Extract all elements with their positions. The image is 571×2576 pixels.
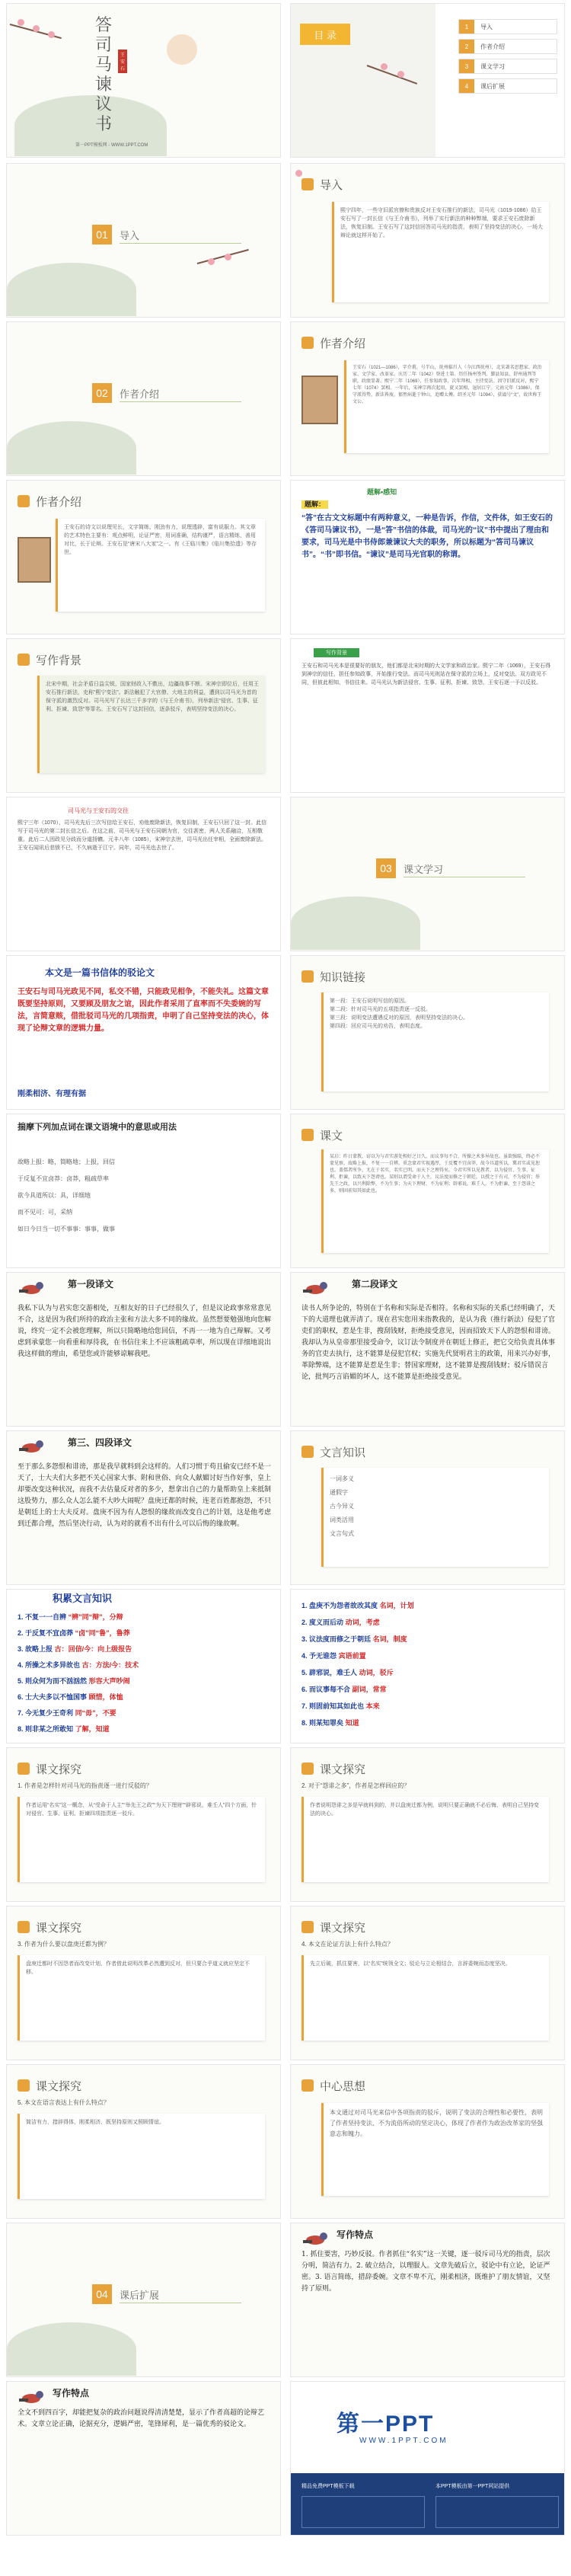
knowledge-item: 一词多义: [330, 1475, 354, 1482]
footer-brand-slide: [290, 2381, 565, 2536]
toc-item-label: 课文学习: [480, 62, 505, 70]
cover-footer: 第一PPT模板网 - WWW.1PPT.COM: [75, 143, 148, 148]
author-portrait: [301, 376, 338, 424]
section-title: 作者介绍: [120, 388, 160, 400]
content-card: 本文通过对司马光来信中各项指责的驳斥，说明了变法的合理性和必要性，表明了作者坚持变法、不为流俗所动的坚定决心，体现了作者作为政治改革家的坚强意志和魄力。: [321, 2103, 549, 2196]
bird-decoration: [303, 1280, 330, 1297]
toc-item-label: 导入: [480, 23, 493, 30]
mountain-decoration: [7, 2322, 136, 2376]
content-card: 王安石（1021—1086），字介甫，号半山，抚州临川人（今江西抚州），北宋著名思想家、政治家、文学家、改革家。庆历二年（1042）登进士第。历任扬州签判、鄞县知县、舒州通判等职，政绩显著。熙宁二年（1069），任参知政事，次年拜相，主持变法。因守旧派反对，熙宁七年（1074）罢相。一年后，宋神宗再次起用，旋又罢相，退居江宁。元祐元年（1086），保守派得势，新法皆废，郁然病逝于钟山，追赠太傅。绍圣元年（1094），获谥号“文”，故世称王文公。: [344, 360, 549, 453]
toc-item-num: 2: [459, 40, 474, 53]
explore-question: 4. 本文在论证方法上有什么特点？: [301, 1941, 394, 1948]
toc-item-author[interactable]: [458, 39, 557, 54]
section-title: 课后扩展: [120, 2290, 160, 2301]
vocab-row: 1. 不复一一自辨 “辨”同“辩”，分辩: [18, 1613, 123, 1621]
content-card: [321, 1468, 549, 1567]
toc-item-num: 1: [459, 20, 474, 34]
section-title: 导入: [120, 230, 140, 241]
slide-title: 课文探究: [36, 1921, 82, 1935]
vocab-row: 7. 则固前知其如此也 本来: [301, 1702, 380, 1710]
word-study-item: 欲今具道所以：具，详细地: [18, 1192, 91, 1199]
knowledge-item: 词类活用: [330, 1517, 354, 1523]
background-detail-slide: [290, 638, 565, 793]
knowledge-item: 通假字: [330, 1489, 348, 1496]
explore-slide-3: [6, 1906, 281, 2060]
word-study-item: 如日今日当一切不事事：事事，做事: [18, 1226, 115, 1232]
section-number: 04: [92, 2284, 112, 2304]
section-underline: [120, 243, 241, 244]
cover-title-char: 议: [95, 95, 113, 114]
slide-header: [18, 1917, 81, 1937]
content-card: 熙宁四年，一些守旧派官僚和贵族反对王安石推行的新法，司马光（1019-1086）给王安石写了一封长信《与王介甫书》，列举了实行新法的种种弊端，要求王安石废除新法，恢复旧制。王安石写了这封信回答司马光的指责，表明了坚持变法的决心，一场大辩论就这样开始了。: [332, 202, 549, 302]
intro-slide: [290, 163, 565, 318]
vocab-row: 8. 则某知罪矣 知道: [301, 1719, 359, 1727]
header-icon: [301, 1763, 314, 1775]
section-01-slide: [6, 163, 281, 318]
section-number: 03: [376, 858, 396, 878]
slide-header: [301, 1442, 365, 1462]
slide-title: 知识链接: [320, 970, 366, 984]
translation-text: 至于那么多怨恨和诽谤，那是我早就料到会这样的。人们习惯于苟且偷安已经不是一天了，士大夫们大多把不关心国家大事、附和世俗、向众人献媚讨好当作好事，皇上却要改变这种状况，而我不去估量反对者的多少，想拿出自己的力量帮助皇上来抵制这股势力，那么众人怎么能不大吵大闹呢？盘庚迁都的时候，连老百姓都抱怨，不只是朝廷上的士大夫反对。盘庚不因为有人怨恨的缘故而改变自己的计划，这是他考虑到迁都合理，然后坚决行动，认为对的就看不出有什么可以后悔的缘故啊。: [18, 1463, 272, 1528]
knowledge-item: 第四段：回应司马光的劝告，表明态度。: [330, 1024, 426, 1029]
footer-right-caption: 本PPT模板由第一PPT网站提供: [435, 2484, 510, 2489]
section-number: 01: [92, 225, 112, 244]
vocab-row: 3. 议法度而修之于朝廷 名词，制度: [301, 1635, 407, 1643]
vocab-row: 5. 辟邪说，难壬人 动词，驳斥: [301, 1669, 394, 1676]
vocab-title: 积累文言知识: [53, 1593, 113, 1604]
knowledge-item: 第二段：针对司马光的五项指责逐一反驳。: [330, 1007, 431, 1012]
header-icon: [301, 1129, 314, 1141]
explanation-text: “答”在古文文标题中有两种意义，一种是告诉，作信，文件体，如王安石的《答司马谏议书》，一是“答”书信的体裁，司马光的“议”书中提出了理由和要求，司马光是中书侍郎兼谏议大夫的职务，所以标题为“答司马谏议书”。“书”即书信。“谏议”是司马光官职的称谓。: [301, 514, 553, 559]
friendship-slide: [6, 797, 281, 951]
slide-title: 课文: [320, 1129, 343, 1143]
slide-header: [301, 174, 343, 194]
translation-title: 第一段译文: [68, 1279, 114, 1290]
section-04-slide: [6, 2223, 281, 2377]
writing-feature-slide: [290, 2223, 565, 2377]
friendship-text: 熙宁三年（1070），司马光先后三次写信给王安石，劝他废除新法，恢复旧制，王安石只回了这一封。此信写于司马光的第二封长信之后。在这之前，司马光与王安石同朝为官，交往甚密，两人关系融洽，互相敬重。此后二人因政见分歧而分道扬镳。元丰八年（1085），宋神宗去世，司马光出任宰相，全面废除新法。王安石闻讯后悲愤不已，不久病逝于江宁。同年，司马光也去世了。: [18, 820, 267, 851]
slide-header: [301, 2076, 365, 2095]
explore-question: 2. 对于“怨诽之多”，作者是怎样回应的？: [301, 1782, 410, 1789]
cover-title-char: 谏: [95, 75, 113, 94]
toc-item-extension[interactable]: [458, 78, 557, 94]
section-underline: [120, 401, 241, 402]
footer-left-box: [301, 2496, 425, 2528]
slide-title: 课文探究: [36, 1763, 82, 1776]
content-card: 某启：昨日蒙教，窃以为与君实游处相好之日久，而议事每不合，所操之术多异故也。虽欲强聒，终必不蒙见察，故略上报，不复一一自辨。重念蒙君实视遇厚，于反覆不宜卤莽，故今具道所以，冀君实或见恕也。盖儒者所争，尤在于名实，名实已明，而天下之理得矣。今君实所以见教者，以为侵官、生事、征利、拒谏，以致天下怨谤也。某则以谓受命于人主，议法度而修之于朝廷，以授之于有司，不为侵官；举先王之政，以兴利除弊，不为生事；为天下理财，不为征利；辟邪说，难壬人，不为拒谏。至于怨诽之多，则固前知其如此也。: [321, 1149, 549, 1253]
author-seal: 王安石: [118, 50, 127, 73]
bird-decoration: [19, 2389, 46, 2406]
vocab-row: 1. 盘庚不为怨者故改其度 名词，计划: [301, 1602, 414, 1609]
genre-text: 王安石与司马光政见不同，私交不错，只能政见相争，不能失礼。这篇文章既要坚持原则，又要顾及朋友之谊，因此作者采用了直率而不失委婉的写法，言简意赅，借批驳司马光的几项指责，申明了自己坚持变法的决心，体现了论辩文章的逻辑力量。: [18, 988, 269, 1033]
classical-knowledge-slide: [290, 1430, 565, 1585]
word-study-item: 故略上报：略，简略地；上报，回信: [18, 1159, 115, 1165]
explore-answer: 简洁有力，措辞得体，刚柔相济，既坚持原则又照顾情谊。: [18, 2114, 265, 2199]
explore-question: 5. 本文在语言表达上有什么特点？: [18, 2099, 110, 2106]
title-explanation-slide: [290, 480, 565, 634]
translation-1-slide: [6, 1272, 281, 1427]
author-slide-2: [6, 480, 281, 634]
section-02-slide: [6, 321, 281, 476]
word-study-item: 于反复不宜卤莽：卤莽，粗疏草率: [18, 1175, 109, 1182]
header-icon: [301, 1446, 314, 1458]
slide-title: 写作背景: [36, 654, 82, 667]
word-study-slide: [6, 1114, 281, 1268]
knowledge-item: 第三段：说明变法遭遇反对的原因，表明坚持变法的决心。: [330, 1015, 468, 1021]
header-icon: [18, 2079, 30, 2092]
vocab-row: 4. 予无谁怨 宾语前置: [301, 1652, 366, 1660]
explanation-heading: 题解•感知: [367, 488, 397, 496]
mountain-decoration: [7, 263, 136, 316]
translation-34-slide: [6, 1430, 281, 1585]
translation-text: 读书人所争论的，特别在于名称和实际是否相符。名称和实际的关系已经明确了，天下的大道理也就弄清了。现在君实您用来指教我的，是认为我（推行新法）侵犯了官吏们的职权，惹是生非，搜刮钱财，拒绝接受意见，因而招致天下人的怨恨和诽谤。我却认为从皇帝那里接受命令，议订法令制度并在朝廷上修正，把它交给负责具体事务的官吏去执行，这不能算是侵犯官权；实施先代贤明君主的政策，用来兴办好事，革除弊端，这不能算是惹是生非；替国家理财，这不能算是搜刮钱财；驳斥错误言论，批判巧言谄媚的坏人，这不能算是拒绝接受意见。: [301, 1305, 556, 1381]
vocab-row: 3. 故略上报 古：回信/今：向上级报告: [18, 1645, 132, 1653]
footer-left-caption: 精品免费PPT模板下载: [301, 2484, 355, 2489]
word-study-item: 而不见可：可，采纳: [18, 1209, 72, 1216]
vocab-row: 8. 则非某之所敢知 了解，知道: [18, 1725, 110, 1733]
content-card: [321, 992, 549, 1091]
friendship-title: 司马光与王安石的交往: [68, 807, 129, 814]
feature-text: 1. 抓住要害，巧妙反驳。作者抓住“名实”这一关键，逐一驳斥司马光的指责，层次分明，简洁有力。2. 破立结合，以理服人。文章先破后立，驳论中有立论，论证严密。3. 语言简练，措辞委婉。文章不卑不亢，刚柔相济，既维护了朋友情谊，又坚持了原则。: [301, 2251, 550, 2293]
toc-item-num: 3: [459, 59, 474, 73]
cover-title-char: 司: [95, 36, 113, 55]
cover-title-char: 答: [95, 16, 113, 35]
knowledge-item: 文言句式: [330, 1530, 354, 1537]
slide-title: 课文探究: [320, 1763, 366, 1776]
feature-title: 写作特点: [337, 2229, 374, 2240]
section-03-slide: [290, 797, 565, 951]
section-number: 02: [92, 383, 112, 403]
explore-slide-2: [290, 1747, 565, 1902]
word-study-list: [18, 1154, 170, 1238]
toc-item-label: 作者介绍: [480, 43, 505, 50]
slide-header: [301, 967, 365, 986]
letter-genre-slide: [6, 955, 281, 1110]
slide-header: [301, 1125, 343, 1145]
toc-item-label: 课后扩展: [480, 82, 505, 90]
translation-text: 我私下认为与君实您交游相处，互相友好的日子已经很久了，但是议论政事常常意见不合，这是因为我们所持的政治主张和方法大多不同的缘故。虽然想要勉强地向您解说，终究一定不会被您理解，所以只简略地给您回信，不再一一地为自己辩解。又考虑到承蒙您一向看重和厚待我，在书信往来上不应该粗疏草率，所以现在详细地说出我这样做的理由，希望您或许能够谅解我吧。: [18, 1305, 272, 1358]
vocab-row: 6. 士大夫多以不恤国事 顾惜，体恤: [18, 1693, 123, 1701]
explore-answer: 作者运用“名实”这一概念，从“受命于人主”“举先王之政”“为天下理财”“辟邪说，难壬人”四个方面，针对侵官、生事、征利、拒谏四项指责逐一驳斥。: [18, 1797, 265, 1882]
content-card: 王安石的诗文以说理见长，文字简练，刚劲有力，说理透辟，富有说服力。其文章的艺术特色主要有：观点鲜明，论证严密，用词准确，结构谨严，语言精练，善用对比，长于论辩。王安石是“唐宋八大家”之一。有《王临川集》《临川集拾遗》等存世。: [56, 519, 265, 612]
genre-highlight: 刚柔相济、有理有据: [18, 1090, 86, 1098]
vocab-slide-right: [290, 1589, 565, 1743]
header-icon: [301, 970, 314, 983]
bird-decoration: [19, 1439, 46, 1456]
vocab-row: 2. 于反复不宜卤莽 “卤”同“鲁”，鲁莽: [18, 1629, 130, 1637]
header-icon: [301, 1921, 314, 1933]
vocab-row: 5. 则众何为而不汹汹然 形容大声吵闹: [18, 1677, 130, 1685]
vocab-list: [18, 1609, 276, 1737]
vocab-slide-left: [6, 1589, 281, 1743]
toc-item-intro[interactable]: [458, 19, 557, 34]
section-title: 课文学习: [404, 864, 444, 875]
slide-header: [18, 650, 81, 670]
slide-header: [18, 491, 81, 511]
knowledge-item: 古今异义: [330, 1503, 354, 1510]
slide-title: 文言知识: [320, 1446, 366, 1459]
plum-blossom-decoration: [367, 50, 420, 95]
explore-answer: 盘庚迁都时不因怨者而改变计划，作者借此说明改革必然遭到反对，但只要合乎道义就应坚定不移。: [18, 1955, 265, 2041]
header-icon: [301, 337, 314, 349]
brand-logo: 第一PPT: [337, 2411, 435, 2437]
slide-header: [301, 333, 365, 353]
slide-title: 导入: [320, 178, 343, 192]
header-icon: [18, 1921, 30, 1933]
text-slide: [290, 1114, 565, 1268]
author-portrait: [18, 537, 51, 583]
explore-slide-1: [6, 1747, 281, 1902]
feature-text: 全文不到四百字，却能把复杂的政治问题说得清清楚楚，显示了作者高超的论辩艺术。文章立论正确，论据充分，逻辑严密，笔锋犀利，是一篇优秀的驳论文。: [18, 2409, 265, 2428]
mountain-decoration: [291, 896, 420, 950]
translation-title: 第二段译文: [352, 1279, 398, 1290]
slide-title: 课文探究: [36, 2079, 82, 2093]
slide-title: 课文探究: [320, 1921, 366, 1935]
background-slide: [6, 638, 281, 793]
word-study-heading: 揣摩下列加点词在课文语境中的意思或用法: [18, 1123, 177, 1132]
toc-label: 目 录: [300, 24, 350, 45]
explore-slide-5: [6, 2064, 281, 2219]
footer-right-box: [435, 2496, 559, 2528]
bird-decoration: [19, 1280, 46, 1297]
explore-question: 1. 作者是怎样针对司马光的指责逐一进行反驳的？: [18, 1782, 152, 1789]
toc-slide: [290, 3, 565, 158]
mountain-decoration: [7, 421, 136, 475]
header-icon: [18, 495, 30, 507]
explore-answer: 先立后破，抓住要害，以“名实”统领全文；驳论与立论相结合，言辞委婉而态度坚决。: [301, 1955, 549, 2041]
slide-header: [301, 1917, 365, 1937]
toc-item-num: 4: [459, 79, 474, 93]
explore-slide-4: [290, 1906, 565, 2060]
explanation-label: 题解：: [301, 500, 328, 509]
bird-decoration: [303, 2231, 330, 2248]
cover-title-char: 马: [95, 56, 113, 75]
header-icon: [301, 178, 314, 190]
background-text: 王安石和司马光本是很要好的朋友，他们都是北宋时期的大文学家和政治家。熙宁二年（1069），王安石得到神宗的信任，担任参知政事，开始推行变法。而司马光则站在保守派的立场上，反对变法。双方政见不同，但彼此相知，书信往来。司马光认为新法侵官、生事、征利、拒谏、致怨，王安石逐一予以反驳。: [301, 663, 551, 686]
author-slide: [290, 321, 565, 476]
genre-heading: 本文是一篇书信体的驳论文: [45, 967, 155, 978]
toc-item-study[interactable]: [458, 59, 557, 74]
translation-2-slide: [290, 1272, 565, 1427]
slide-title: 中心思想: [320, 2079, 366, 2093]
vocab-list: [301, 1597, 560, 1731]
background-label: 写作背景: [314, 648, 359, 657]
vocab-row: 2. 度义而后动 动词，考虑: [301, 1619, 380, 1626]
writing-feature-slide-2: [6, 2381, 281, 2536]
slide-header: [301, 1759, 365, 1779]
feature-title: 写作特点: [53, 2388, 90, 2399]
plum-blossom-decoration: [197, 248, 250, 293]
moon-decoration: [167, 34, 197, 65]
central-idea-slide: [290, 2064, 565, 2219]
explore-answer: 作者说明怨诽之多是早就料到的，并以盘庚迁都为例，说明只要正确就不必后悔，表明自己坚持变法的决心。: [301, 1797, 549, 1882]
translation-title: 第三、四段译文: [68, 1437, 132, 1448]
slide-header: [18, 2076, 81, 2095]
vocab-row: 7. 今无复少王奇利 同“毋”，不要: [18, 1709, 116, 1717]
slide-title: 作者介绍: [36, 495, 82, 509]
cover-title: [95, 16, 115, 135]
vocab-row: 4. 所操之术多异故也 古：方法/今：技术: [18, 1661, 139, 1669]
plum-blossom-decoration: [10, 8, 63, 54]
content-card: 北宋中期，社会矛盾日益尖锐，国家财政入不敷出，边疆战事不断。宋神宗即位后，任用王安石推行新法，史称“熙宁变法”。新法触犯了大官僚、大地主的利益，遭到以司马光为首的保守派的激烈反对。司马光写了长达三千多字的《与王介甫书》，列举新法“侵官、生事、征利、拒谏、致怨”等罪名。王安石写了这封回信，逐条驳斥，表明坚持变法的决心。: [37, 676, 265, 773]
slide-header: [18, 1759, 81, 1779]
slide-title: 作者介绍: [320, 337, 366, 350]
explore-question: 3. 作者为什么要以盘庚迁都为例？: [18, 1941, 110, 1948]
header-icon: [18, 1763, 30, 1775]
header-icon: [301, 2079, 314, 2092]
cover-slide: [6, 3, 281, 158]
brand-url[interactable]: WWW.1PPT.COM: [359, 2437, 448, 2445]
knowledge-slide: [290, 955, 565, 1110]
knowledge-item: 第一段：王安石说明写信的原因。: [330, 999, 410, 1004]
header-icon: [18, 654, 30, 666]
vocab-row: 6. 而议事每不合 副词，常常: [301, 1686, 387, 1693]
cover-title-char: 书: [95, 115, 113, 134]
